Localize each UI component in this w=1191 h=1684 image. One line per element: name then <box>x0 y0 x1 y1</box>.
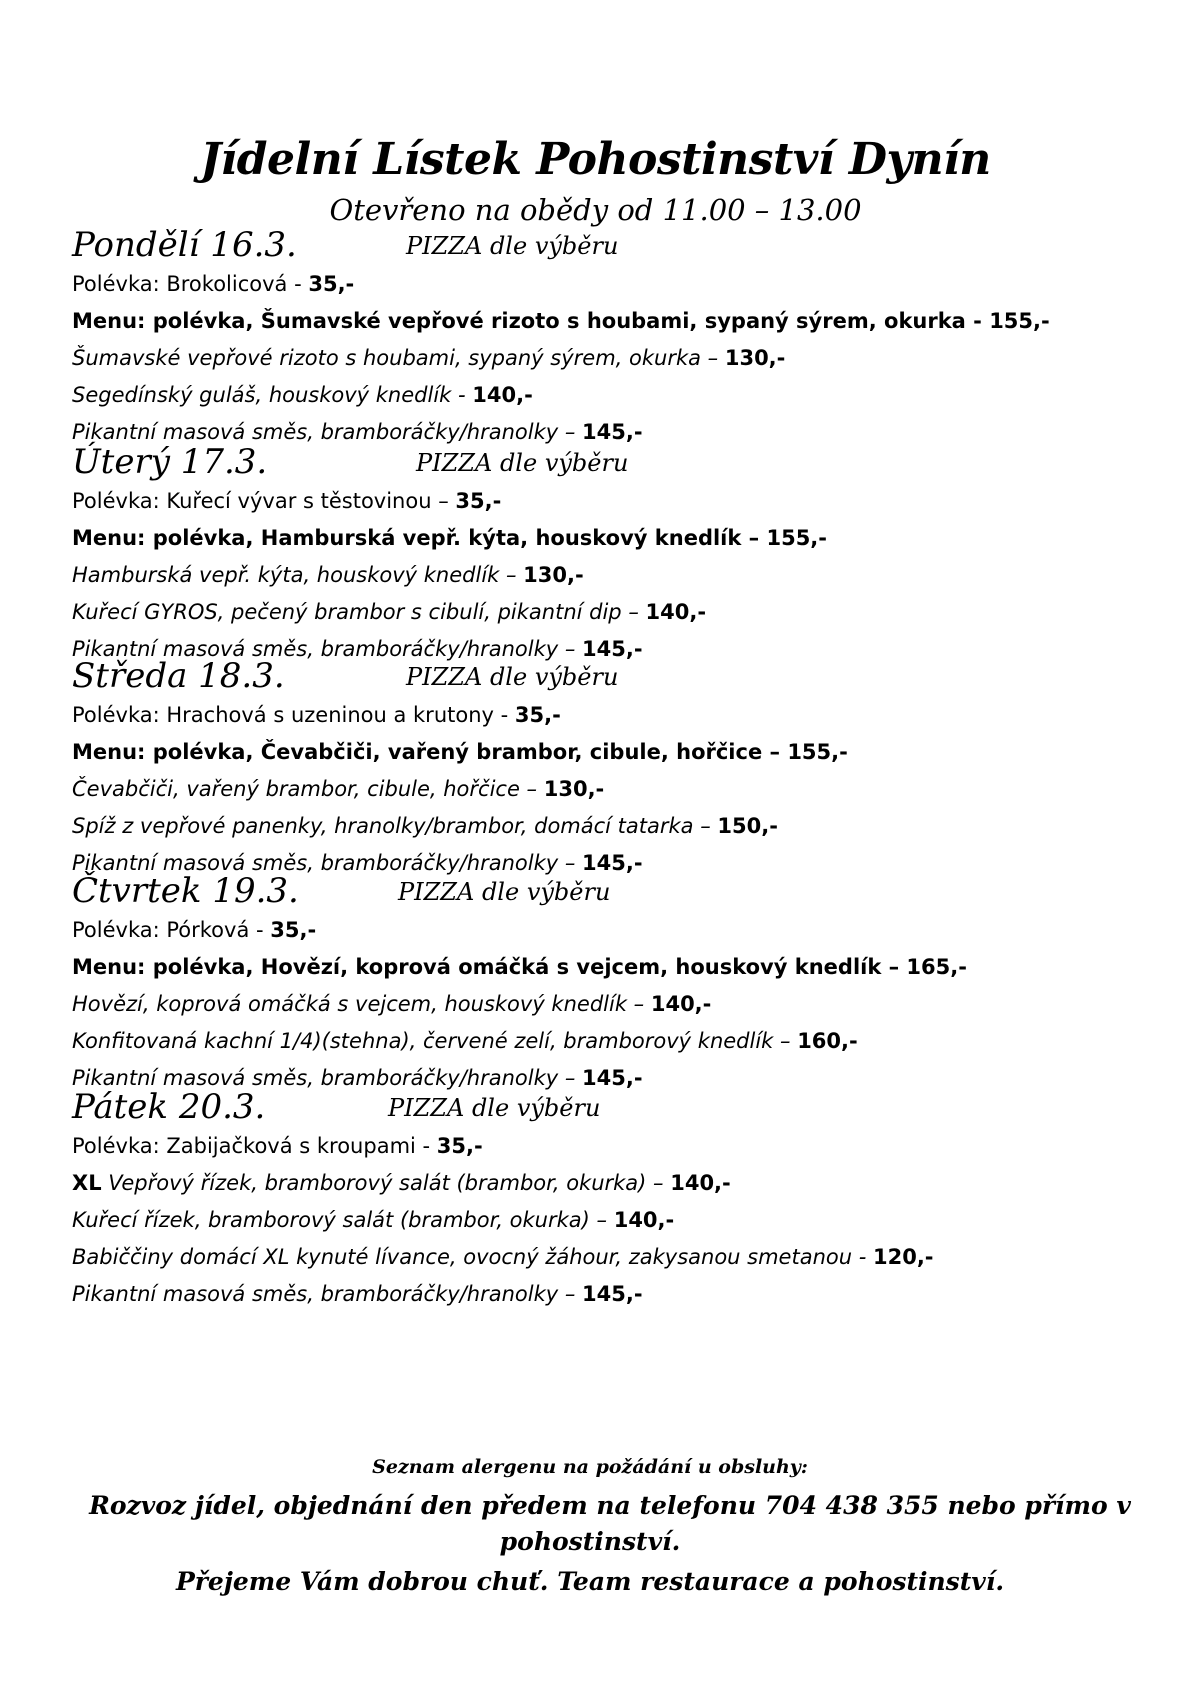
price: 35,- <box>455 489 502 513</box>
dish-item: Pikantní masová směs, bramboráčky/hranolky – 145,- <box>72 420 643 444</box>
day-section-tuesday <box>72 441 1131 668</box>
dish-item: Hovězí, koprová omáčká s vejcem, houskový knedlík – 140,- <box>72 992 712 1016</box>
price: 140,- <box>650 992 712 1016</box>
price: 35,- <box>270 918 317 942</box>
dish-item: Kuřecí řízek, bramborový salát (brambor, okurka) – 140,- <box>72 1208 675 1232</box>
dish-item: Pikantní masová směs, bramboráčky/hranolky – 145,- <box>72 851 643 875</box>
day-header <box>72 224 1131 266</box>
day-section-thursday <box>72 870 1131 1097</box>
pizza-note: PIZZA dle výběru <box>388 1094 601 1122</box>
price: 145,- <box>582 1282 643 1306</box>
dish-item: Pikantní masová směs, bramboráčky/hranolky – 145,- <box>72 1282 643 1306</box>
delivery-note-line2: pohostinství. <box>499 1527 681 1556</box>
day-header <box>72 655 1131 697</box>
dish-item: XL Vepřový řízek, bramborový salát (brambor, okurka) – 140,- <box>72 1171 731 1195</box>
day-header <box>72 870 1131 912</box>
price: 120,- <box>872 1245 934 1269</box>
dish-item: Konfitovaná kachní 1/4)(stehna), červené zelí, bramborový knedlík – 160,- <box>72 1029 858 1053</box>
soup-item: Polévka: Brokolicová - 35,- <box>72 272 355 296</box>
day-name: Pátek 20.3. <box>72 1087 266 1127</box>
day-name: Středa 18.3. <box>72 656 285 696</box>
xl-badge: XL <box>72 1171 102 1195</box>
soup-item: Polévka: Hrachová s uzeninou a krutony - 35,- <box>72 703 561 727</box>
price: 130,- <box>543 777 605 801</box>
day-header <box>72 441 1131 483</box>
dish-item: Hamburská vepř. kýta, houskový knedlík – 130,- <box>72 563 584 587</box>
day-section-wednesday <box>72 655 1131 882</box>
pizza-note: PIZZA dle výběru <box>398 878 611 906</box>
menu-item: Menu: polévka, Hamburská vepř. kýta, houskový knedlík – 155,- <box>72 526 827 550</box>
price: 150,- <box>717 814 778 838</box>
soup-item: Polévka: Zabijačková s kroupami - 35,- <box>72 1134 483 1158</box>
price: 130,- <box>724 346 786 370</box>
soup-item: Polévka: Kuřecí vývar s těstovinou – 35,- <box>72 489 502 513</box>
day-section-friday <box>72 1086 1131 1313</box>
dish-item: Spíž z vepřové panenky, hranolky/brambor, domácí tatarka – 150,- <box>72 814 778 838</box>
price: 140,- <box>613 1208 675 1232</box>
price: 35,- <box>436 1134 483 1158</box>
price: 145,- <box>582 420 643 444</box>
menu-item: Menu: polévka, Čevabčiči, vařený brambor, cibule, hořčice – 155,- <box>72 740 848 764</box>
price: 130,- <box>523 563 584 587</box>
price: 145,- <box>582 1066 643 1090</box>
menu-title: Jídelní Lístek Pohostinství Dynín <box>200 134 991 185</box>
dish-item: Segedínský guláš, houskový knedlík - 140,- <box>72 383 533 407</box>
price: 35,- <box>308 272 355 296</box>
pizza-note: PIZZA dle výběru <box>416 449 629 477</box>
menu-item: Menu: polévka, Hovězí, koprová omáčká s vejcem, houskový knedlík – 165,- <box>72 955 967 979</box>
price: 145,- <box>582 637 643 661</box>
dish-item: Čevabčiči, vařený brambor, cibule, hořčice – 130,- <box>72 777 605 801</box>
dish-item: Kuřecí GYROS, pečený brambor s cibulí, pikantní dip – 140,- <box>72 600 707 624</box>
day-header <box>72 1086 1131 1128</box>
day-name: Pondělí 16.3. <box>72 225 297 265</box>
dish-item: Šumavské vepřové rizoto s houbami, sypaný sýrem, okurka – 130,- <box>72 346 786 370</box>
day-name: Čtvrtek 19.3. <box>72 871 299 911</box>
price: 140,- <box>670 1171 731 1195</box>
price: 35,- <box>514 703 561 727</box>
price: 145,- <box>582 851 643 875</box>
opening-hours: Otevřeno na obědy od 11.00 – 13.00 <box>329 193 862 227</box>
pizza-note: PIZZA dle výběru <box>406 663 619 691</box>
price: 140,- <box>472 383 533 407</box>
price: 160,- <box>797 1029 858 1053</box>
delivery-note-line1: Rozvoz jídel, objednání den předem na telefonu 704 438 355 nebo přímo v <box>89 1491 1131 1520</box>
dish-item: Pikantní masová směs, bramboráčky/hranolky – 145,- <box>72 1066 643 1090</box>
soup-item: Polévka: Pórková - 35,- <box>72 918 317 942</box>
price: 140,- <box>645 600 707 624</box>
dish-item: Pikantní masová směs, bramboráčky/hranolky – 145,- <box>72 637 643 661</box>
menu-item: Menu: polévka, Šumavské vepřové rizoto s houbami, sypaný sýrem, okurka - 155,- <box>72 309 1050 333</box>
day-name: Úterý 17.3. <box>72 442 268 482</box>
wish-note: Přejeme Vám dobrou chuť. Team restaurace a pohostinství. <box>175 1567 1005 1596</box>
pizza-note: PIZZA dle výběru <box>406 232 619 260</box>
day-section-monday <box>72 224 1131 451</box>
allergens-note: Seznam alergenu na požádání u obsluhy: <box>372 1456 808 1478</box>
dish-item: Babiččiny domácí XL kynuté lívance, ovocný žáhour, zakysanou smetanou - 120,- <box>72 1245 934 1269</box>
